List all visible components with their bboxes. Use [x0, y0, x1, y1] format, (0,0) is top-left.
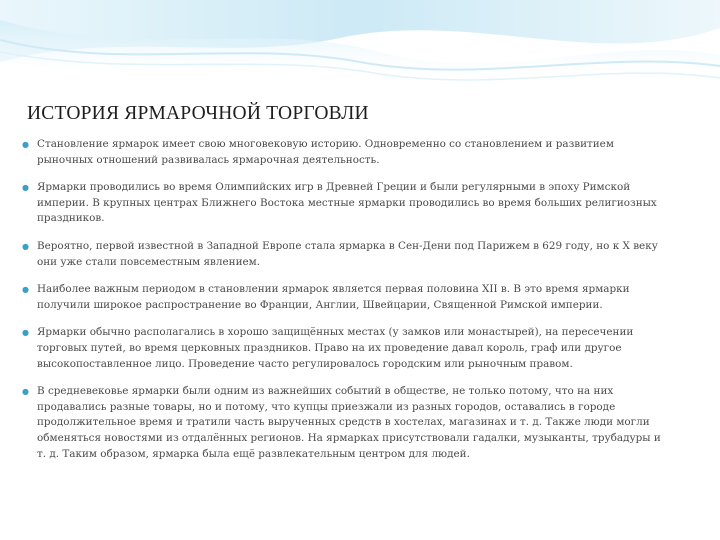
small-dot-icon: ● [22, 241, 29, 251]
slide-title: ИСТОРИЯ ЯРМАРОЧНОЙ ТОРГОВЛИ [27, 103, 369, 124]
bullet-list [22, 137, 672, 474]
small-dot-icon: ● [22, 140, 29, 149]
bullet-item [22, 384, 672, 462]
bullet-item [22, 239, 672, 270]
bullet-text: Вероятно, первой известной в Западной Европе стала ярмарка в Сен-Дени под Парижем в 629 году, но к X веку они уже стали повсеместным явлением. [37, 239, 658, 268]
small-dot-icon: ● [22, 387, 29, 397]
bullet-item [22, 325, 672, 372]
bullet-text: В средневековье ярмарки были одним из важнейших событий в обществе, не только потому, что на них продавались разные товары, но и потому, что купцы приезжали из разных городов, оставались в городе продолжительное время и тратили часть вырученных средств в хостелах, магазинах и т. д. Также люди могли обменяться новостями из отдалённых регионов. На ярмарках присутствовали гадалки, музыканты, трубадуры и т. д. Таким образом, ярмарка была ещё развлекательным центром для людей. [37, 385, 661, 460]
small-dot-icon: ● [22, 285, 29, 295]
small-dot-icon: ● [22, 183, 29, 193]
bullet-item [22, 137, 672, 168]
small-dot-icon: ● [22, 328, 29, 338]
bullet-text: Наиболее важным периодом в становлении ярмарок является первая половина XII в. В это время ярмарки получили широкое распространение во Франции, Англии, Швейцарии, Священной Римской империи. [37, 283, 630, 311]
decorative-wave-header [0, 0, 720, 95]
bullet-item [22, 180, 672, 227]
bullet-text: Становление ярмарок имеет свою многовековую историю. Одновременно со становлением и развитием рыночных отношений развивалась ярмарочная деятельность. [37, 138, 614, 166]
bullet-item [22, 282, 672, 313]
bullet-text: Ярмарки обычно располагались в хорошо защищённых местах (у замков или монастырей), на пересечении торговых путей, во время церковных праздников. Право на их проведение давал король, граф или другое высокопоставленное лицо. Проведение часто регулировалось городским или рыночным правом. [37, 326, 634, 370]
bullet-text: Ярмарки проводились во время Олимпийских игр в Древней Греции и были регулярными в эпоху Римской империи. В крупных центрах Ближнего Востока местные ярмарки проводились во время больших религиозных праздников. [37, 181, 657, 225]
